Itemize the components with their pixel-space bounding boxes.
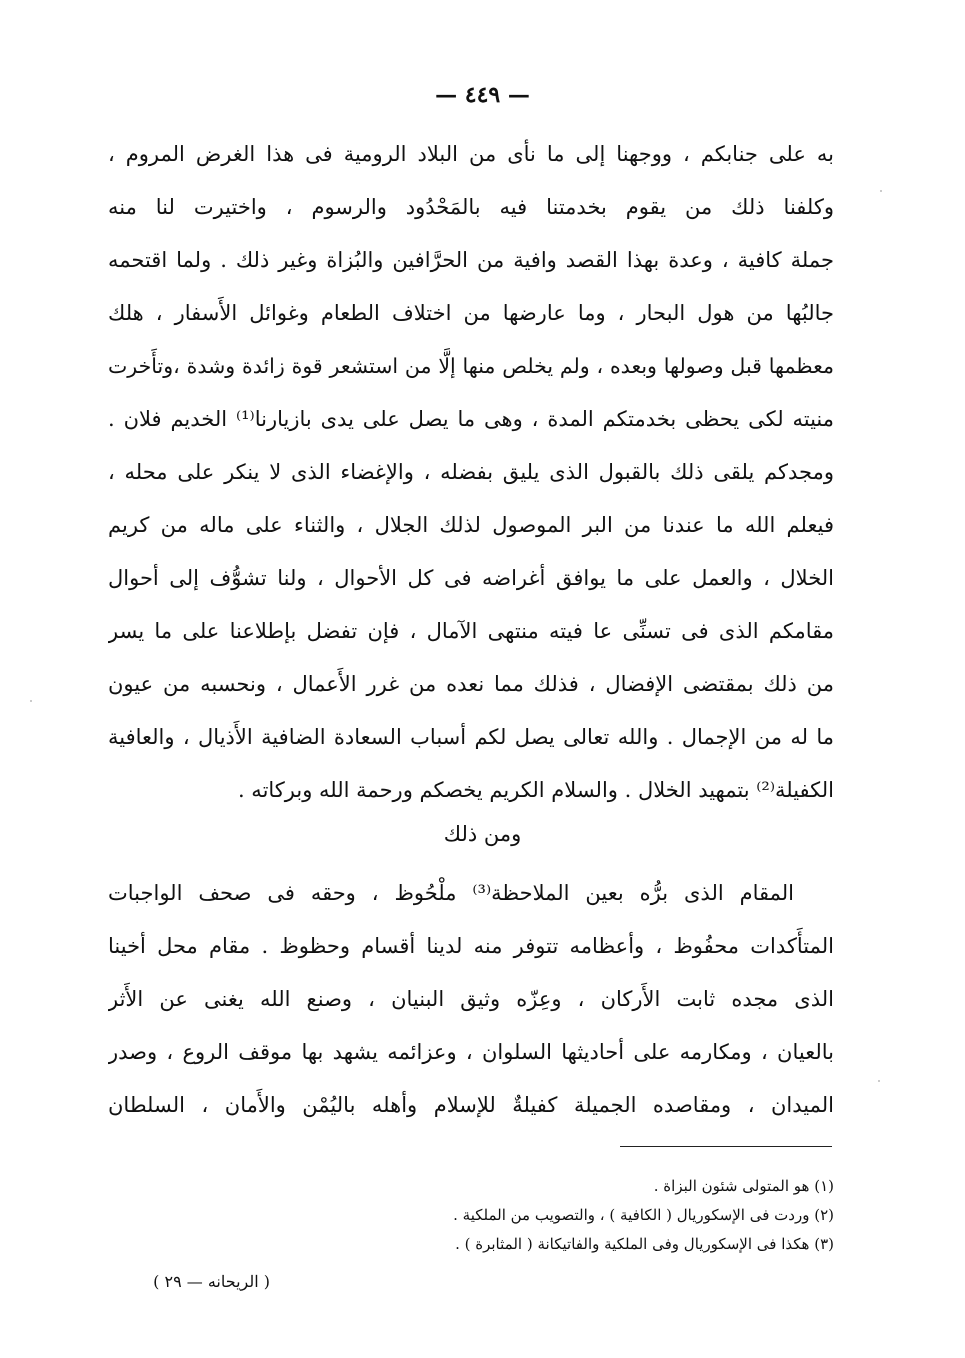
section-heading: ومن ذلك bbox=[443, 822, 522, 846]
text-line: من ذلك بمقتضى الإفضال ، فذلك مما نعده من غرر الأَعمال ، ونحسبه من عيون bbox=[108, 672, 834, 696]
text-line: منيته لكى يحظى بخدمتكم المدة ، وهى ما يصل على يدى بازيارنا⁽¹⁾ الخديم فلان . bbox=[108, 407, 834, 431]
footnote-3: (٣) هكذا فى الإسكوريال وفى الملكية والفاتيكانة ( المثابرة ) . bbox=[455, 1235, 834, 1253]
page-number: — ٤٤٩ — bbox=[435, 82, 530, 108]
scan-speck bbox=[30, 700, 32, 702]
text-line: جملة كافية ، وعدة بهذا القصد وافية من الحرَّافين والبُزاة وغير ذلك . ولما اقتحمه bbox=[108, 248, 834, 272]
text-line: المتأَكدات محفُوظ ، وأعظامه تتوفر منه لدينا أقسام وحظوظ . مقام محل أخينا bbox=[108, 934, 834, 958]
text-line: مقامكم الذى فى تسنِّى عا فيته منتهى الآمال ، فإن تفضل بإطلاعنا على ما يسر bbox=[108, 619, 834, 643]
footnote-2: (٢) وردت فى الإسكوريال ( الكافية ) ، والتصويب من الملكية . bbox=[453, 1206, 834, 1224]
text-line: المقام الذى برُّه بعين الملاحظة⁽³⁾ ملْحُوظ ، وحقه فى صحف الواجبات bbox=[108, 881, 794, 905]
section-1-text bbox=[108, 128, 834, 817]
text-line: الميدان ، ومقاصده الجميلة كفيلةٌ للإسلام وأهله باليُمْن والأَمان ، السلطان bbox=[108, 1093, 834, 1117]
text-line: فيعلم الله ما عندنا من البر الموصول لذلك الجلال ، والثناء على ماله من كريم bbox=[108, 513, 834, 537]
footnotes bbox=[340, 1172, 834, 1259]
text-line: به على جنابكم ، ووجهنا إلى ما نأى من البلاد الرومية فى هذا الغرض المروم ، bbox=[108, 142, 834, 166]
footnote-divider bbox=[620, 1146, 832, 1147]
scan-speck bbox=[880, 190, 882, 192]
text-line: معظمها قبل وصولها وبعده ، ولم يخلص منها إلَّا من استشعر قوة زائدة وشدة ،وتأَخرت bbox=[108, 354, 834, 378]
text-line: وكلفنا ذلك من يقوم بخدمتنا فيه بالمَحْدُود والرسوم ، واختيرت لنا منه bbox=[108, 195, 834, 219]
signature-mark: ( الريحانه — ٢٩ ) bbox=[153, 1272, 270, 1291]
scan-speck bbox=[878, 1080, 880, 1082]
text-line: ما له من الإجمال . والله تعالى يصل لكم أسباب السعادة الضافية الأَذيال ، والعافية bbox=[108, 725, 834, 749]
text-line: الذى مجده ثابت الأَركان ، وعِزّه وثيق البنيان ، وصنع الله يغنى عن الأَثر bbox=[108, 987, 834, 1011]
text-line: ومجدكم يلقى ذلك بالقبول الذى يليق بفضله ، والإغضاء الذى لا ينكر على محله ، bbox=[108, 460, 834, 484]
section-2-text bbox=[108, 867, 834, 1132]
text-line: الكفيلة⁽²⁾ بتمهيد الخلال . والسلام الكريم يخصكم ورحمة الله وبركاته . bbox=[237, 778, 834, 802]
text-line: الخلال ، والعمل على ما يوافق أغراضه فى كل الأحوال ، ولنا تشوُّف إلى أحوال bbox=[108, 566, 834, 590]
text-line: بالعيان ، ومكارمه على أحاديثها السلوان ، وعزائمه يشهد بها موقف الروع ، وصدر bbox=[108, 1040, 834, 1064]
footnote-1: (١) هو المتولى شئون البزاة . bbox=[653, 1177, 834, 1195]
text-line: جالبُها من هول البحار ، وما عارضها من اختلاف الطعام وغوائل الأَسفار ، هلك bbox=[108, 301, 834, 325]
